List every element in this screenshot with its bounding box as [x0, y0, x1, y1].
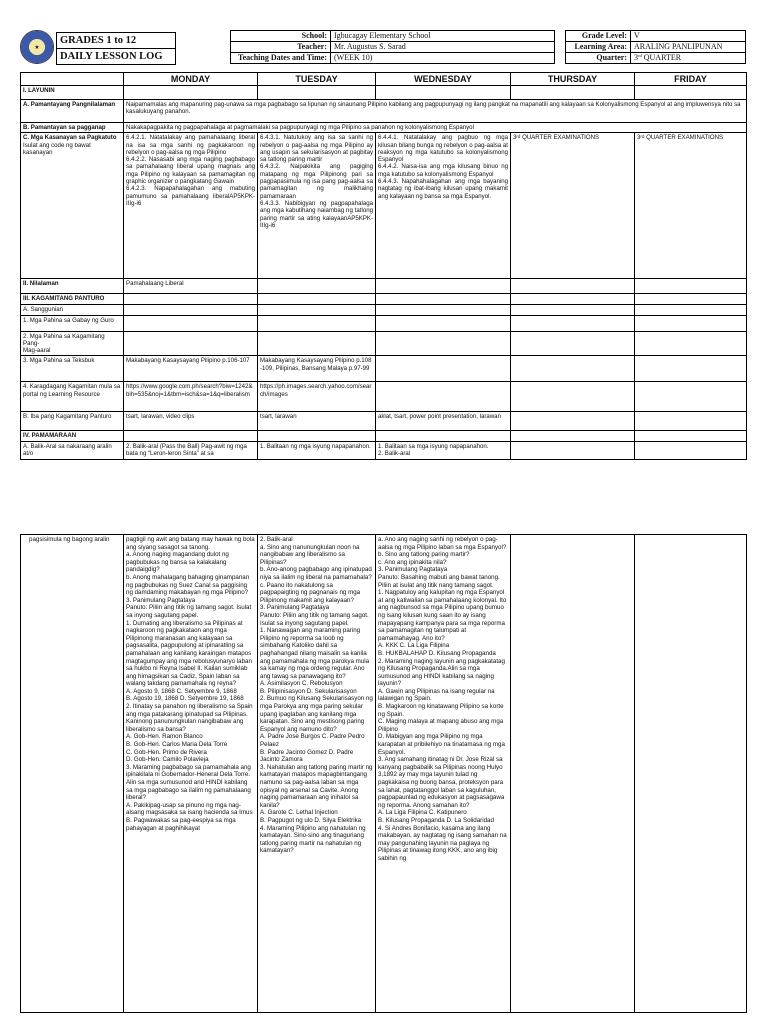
balik-label: A. Balik-Aral sa nakaraang aralin at/o — [21, 441, 124, 459]
day-header-friday: FRIDAY — [635, 73, 747, 86]
teksbuk-monday: Makabayang Kasaysayang Pilipino p.106-107 — [124, 356, 258, 382]
exam-number-thu: 3 — [513, 134, 517, 142]
school-info-table — [230, 30, 555, 64]
nilalaman-label: II. Nilalaman — [21, 279, 124, 294]
log-title — [56, 32, 176, 64]
teksbuk-label: 3. Mga Pahina sa Teksbuk — [21, 356, 124, 382]
kasanayan-tuesday: 6.4.3.1. Natutukoy ang isa sa sanhi ng rebelyon o pag-aalsa ng mga Pilipino ay ang usapin sa sekularisasyon at pagbitay sa tatlong paring martir 6.4.3.2. Naipakikita ang pagiging matapang ng mga Pilipinong pari sa pagpapasimula ng isa pang pag-aalsa sa pamamagitan ng malikhaing pamamaraan 6.4.3.3. Nabibigyan ng pagpapahalaga ang mga kabutihang naiambag ng tatlong paring martir sa ating kalayaanAP5KPK-IIIg-i6 — [258, 133, 376, 279]
day-header-wednesday: WEDNESDAY — [376, 73, 511, 86]
pagsisimula-monday: pagtigil ng awit ang batang may hawak ng bola ang siyang sasagot sa tanong. a. Anong naging magandang dulot ng pagbubukas ng bansa sa kalakalang pandaigdig? b. Anong mahalagang bahaging ginampanan ng pagbubukas ng Suez Canal sa paggising ng damdaming makabayan ng mga Pilipino? 3. Panimulang Pagtataya Panuto: Piliin ang titik ng tamang sagot. Isulat sa inyong sagutang papel. 1. Dumating ang liberalismo sa Pilipinas at nagkaroon ng pagkakataon ang mga Pilipinong maranasan ang kalayaan sa pagsasalita, pagpupulong at ipinaratling sa pamahalaan ang kanilang karaingan matapos magtagumpay ang mga rebolusyunaryo laban sa hukbo ni Reyna Isabel II. Kailan sumiklab ang himagsikan sa Cadiz, Spain laban sa walang takdang pamamahala ng reyna? A. Agosto 9, 1868 C. Setyembre 9, 1868 B. Agosto 19, 1868 D. Setyembre 19, 1868 2. Itinatay sa panahon ng liberalismo sa Spain ang mga patakarang ipinatupad sa Pilipinas. Kaninong panunungkulan nangibabaw ang liberalismo sa bansa? A. Gob-Hen. Ramon Blanco B. Gob-Hen. Carlos Maria Dela Torre C. Gob-Hen. Primo de Rivera D. Gob-Hen. Camilo Polavieja 3. Maraming pagbabago sa pamamahala ang ipinakilala ni Gobernador-Heneral Dela Torre. Alin sa mga sumusunod and HINDI kabilang sa mga pagbabago sa ilalim ng pamahalaang liberal? A. Pakikipag-usap sa pinuno ng mga nag-alsang magsasaka sa isang hacienda sa Imus B. Pagwawakas sa pag-eespiya sa mga pahayagan at paghihikayat — [124, 535, 258, 1013]
karagdagan-tuesday-link[interactable]: https://ph.images.search.yahoo.com/search/images — [258, 382, 376, 412]
dll-page-1 — [0, 0, 768, 470]
pamamaraan-label: IV. PAMAMARAAN — [21, 431, 124, 441]
kasanayan-label: C. Mga Kasanayan sa Pagkatuto — [23, 134, 117, 142]
pagganap-text: Nakakapagpakita ng pagpapahalaga at pagmamalaki sa pagpupunyagi ng mga Pilipino sa panahon ng kolonyalismong Espanyol — [124, 123, 747, 133]
exam-suffix-fri: rd — [640, 134, 645, 140]
pagsisimula-wednesday: a. Ano ang naging sanhi ng rebelyon o pag-aalsa ng mga Pilipino laban sa mga Espanyol? b. Sino ang tatlong paring martir? c. Ano ang ipinakita nila? 3. Panimulang Pagtataya Panuto: Basahing mabuti ang bawat tanong. Piliin at isulat ang titik nang tamang sagot. 1. Nagpatuloy ang kalupitan ng mga Espanyol at ang katiwalian sa pamahalaang kolonyal. Ito ang nagbunsod sa mga Pilipino upang bumuo ng isang kilusan kung saan ito ay isang mapayapang kampanya para sa mga reporma sa pamamagitan ng talumpati at pamamahayag. Ano ito? A. KKK C. La Liga Filipina B. HUKBALAHAP D. Kilusang Propaganda 2. Maraming naging layunin ang pagkakatatag ng Kilusang Propaganda.Alin sa mga sumusunod ang HINDI kabilang sa naging layunin? A. Gawin ang Pilipinas na isang regular na lalawigan ng Spain. B. Magkaroon ng kinatawang Pilipino sa korte ng Spain. C. Maging malaya at mapang abuso ang mga Pilipino D. Mabigyan ang mga Pilipino ng mga karapatan at pribilehiyo na tinatamasa ng mga Espanyol. 3. Ang samahang itinatag ni Dr. Jose Rizal sa kanyang pagbabalik sa Pilipinas noong Hulyo 3,1892 ay may mga layunin tulad ng pagkakaisa ng buong bansa, proteksyon para sa lahat, pagtatanggol laban sa kaguluhan, pagpapaunlad ng edukasyon at pagsasagawa ng reporma. Anong samahan ito? A. La Liga Filipina C. Katipunero B. Kilusang Propaganda D. La Solidaridad 4. Si Andres Bonifacio, kasama ang ilang makabayan, ay nagtatag ng isang samahan na may pangunahing layunin na paglaya ng Pilipinas at tinawag itong KKK, ano ang ibig sabihin ng — [376, 535, 511, 1013]
iba-label: B. Iba pang Kagamitang Panturo — [21, 412, 124, 431]
teksbuk-tuesday: Makabayang Kasaysayang Pilipino p.108 -109, Pilipinas, Bansang Malaya p.97-99 — [258, 356, 376, 382]
corner-cell — [21, 73, 124, 86]
kasanayan-sub: Isulat ang code ng bawat kasanayan — [23, 141, 91, 156]
gabay-label: 1. Mga Pahina sa Gabay ng Guro — [21, 315, 124, 331]
kagamitang-label: 2. Mga Pahina sa Kagamitang Pang- Mag-aaral — [21, 331, 124, 356]
exam-text-fri: QUARTER EXAMINATIONS — [644, 134, 724, 142]
exam-text-thu: QUARTER EXAMINATIONS — [520, 134, 600, 142]
title-line-2: DAILY LESSON LOG — [56, 49, 176, 65]
title-line-1: GRADES 1 to 12 — [56, 32, 176, 49]
iba-wednesday: aklat, tsart, power point presentation, larawan — [376, 412, 511, 431]
header — [20, 30, 746, 66]
school-label: School: — [231, 31, 331, 42]
iba-monday: tsart, larawan, video clips — [124, 412, 258, 431]
lesson-log-table — [20, 72, 747, 460]
kagamitan-label: III. KAGAMITANG PANTURO — [21, 294, 124, 305]
kasanayan-label-cell — [21, 133, 124, 279]
pagsisimula-friday — [635, 535, 747, 1013]
sanggunian-label: A. Sanggunian — [21, 305, 124, 315]
dll-page-2 — [0, 498, 768, 1024]
deped-seal-icon: ★ — [20, 30, 54, 64]
day-header-monday: MONDAY — [124, 73, 258, 86]
dates-value: (WEEK 10) — [331, 53, 555, 64]
quarter-value — [631, 53, 746, 64]
school-value: Igbucagay Elementary School — [331, 31, 555, 42]
teacher-value: Mr. Augustus S. Sarad — [331, 42, 555, 53]
teacher-label: Teacher: — [231, 42, 331, 53]
pagsisimula-tuesday: 2. Balik-aral a. Sino ang nanunungkulan noon na nangibabaw ang liberalismo sa Pilipinas? b. Ano-anong pagbabago ang ipinatupad niya sa ilalim ng liberal na pamamahala? c. Paano ito nakatulong sa pagpapaigting ng pagnanais ng mga Pilipinong makamit ang kalayaan? 3. Panimulang Pagtataya Panuto: Piliin ang titik ng tamang sagot. Isulat sa inyong sagutang papel. 1. Nanawagan ang maraming paring Pilipino ng reporma sa loob ng simbahang Katoliko dahil sa paghahangad nilang maisalin sa kanila ang pamamahala ng mga parokya mula sa kamay ng mga ordeng regular. Ano ang tawag sa panawagang ito? A. Asimilasyon C. Rebolusyon B. Pilipinisasyon D. Sekularisasyon 2. Bumuo ng Kilusang Sekularisasyon ng mga Parokya ang mga paring sekular upang ipaglaban ang kanilang mga karapatan. Sino ang mestisong paring Espanyol ang namuno dito? A. Padre Jose Burgos C. Padre Pedro Pelaez B. Padre Jacinto Gomez D. Padre Jacinto Zamora 3. Nahatulan ang tatlong paring martir ng kamatayan matapos mapagbintangang namuno sa pag-aalsa laban sa mga opisyal ng arsenal sa Cavite. Anong naging pamamaraan ang inihatol sa kanila? A. Garote C. Lethal Injection B. Pagpugot ng ulo D. Silya Elektrika 4. Maraming Pilipino ang nahatulan ng kamatayan. Sino-sino ang tinaguriang tatlong paring martir na nahatulan ng kamatayan? — [258, 535, 376, 1013]
grade-label: Grade Level: — [566, 31, 631, 42]
kasanayan-monday: 6.4.2.1. Natatalakay ang pamahalaang liberal na isa sa mga sanhi ng pagkakaroon ng rebelyon o pag-aalsa ng mga Pilipino 6.4.2.2. Nasasabi ang mga naging pagbabago sa pamahalaang liberal upang magnais ang mga Pilipino ng kalayaan sa pamamagitan ng graphic organizer o pangkatang Gawain 6.4.2.3. Napapahalagahan ang mabuting pamumuno sa pamahalaang liberalAP5KPK-IIIg-i6 — [124, 133, 258, 279]
area-value: ARALING PANLIPUNAN — [631, 42, 746, 53]
balik-wednesday: 1. Balitaan sa mga isyung napapanahon. 2. Balik-aral — [376, 441, 511, 459]
balik-tuesday: 1. Balitaan ng mga isyung napapanahon. — [258, 441, 376, 459]
dates-label: Teaching Dates and Time: — [231, 53, 331, 64]
exam-suffix-thu: rd — [516, 134, 521, 140]
quarter-label: Quarter: — [566, 53, 631, 64]
layunin-heading: I. LAYUNIN — [21, 86, 124, 100]
balik-monday: 2. Balik-aral (Pass the Ball) Pag-awit ng mga bata ng “Leron-leron Sinta” at sa — [124, 441, 258, 459]
pamantayang-label: A. Pamantayang Pangnilalaman — [21, 100, 124, 123]
grade-info-table — [565, 30, 746, 64]
nilalaman-monday: Pamahalaang Liberal — [124, 279, 258, 294]
exam-friday — [635, 133, 747, 279]
quarter-suffix: rd — [638, 53, 642, 58]
area-label: Learning Area: — [566, 42, 631, 53]
quarter-word: QUARTER — [641, 53, 682, 62]
lesson-log-table-continued — [20, 534, 747, 1013]
quarter-number: 3 — [634, 53, 638, 62]
day-header-tuesday: TUESDAY — [258, 73, 376, 86]
pagganap-label: B. Pamantayan sa pagganap — [21, 123, 124, 133]
page-break — [0, 470, 768, 498]
day-header-thursday: THURSDAY — [511, 73, 635, 86]
pagsisimula-label: pagsisimula ng bagong aralin — [21, 535, 124, 1013]
kasanayan-wednesday: 6.4.4.1. Natatalakay ang pagbuo ng mga kilusan bilang bunga ng rebelyon o pag-aalsa at reaksyon ng mga katutubo sa kolonyalismong Espanyol 6.4.4.2. Naisa-isa ang mga kilusang binuo ng mga katutubo sa kolonyalismong Espanyol 6.4.4.3. Napahahalagahan ang mga bayaning nagtatag ng ibat-ibang kilusan upang makamit ang kalayaan ng bansa sa mga Espanyol. — [376, 133, 511, 279]
grade-value: V — [631, 31, 746, 42]
pamantayang-text: Naipamamalas ang mapanuring pag-unawa sa mga pagbabago sa lipunan ng sinaunang Pilipino kabilang ang pagpupunyagi ng ilang pangkat na mapanatili ang kalayaan sa Kolonyalismong Espanyol at ang impluwensya nito sa kasalukuyang panahon. — [124, 100, 747, 123]
karagdagan-label: 4. Karagdagang Kagamitan mula sa portal ng Learning Resource — [21, 382, 124, 412]
pagsisimula-thursday — [511, 535, 635, 1013]
iba-tuesday: tsart, larawan — [258, 412, 376, 431]
exam-number-fri: 3 — [637, 134, 641, 142]
exam-thursday — [511, 133, 635, 279]
karagdagan-monday-link[interactable]: https://www.google.com.ph/search?biw=1242&bih=535&noj=1&tbm=isch&sa=1&q=liberalism — [124, 382, 258, 412]
